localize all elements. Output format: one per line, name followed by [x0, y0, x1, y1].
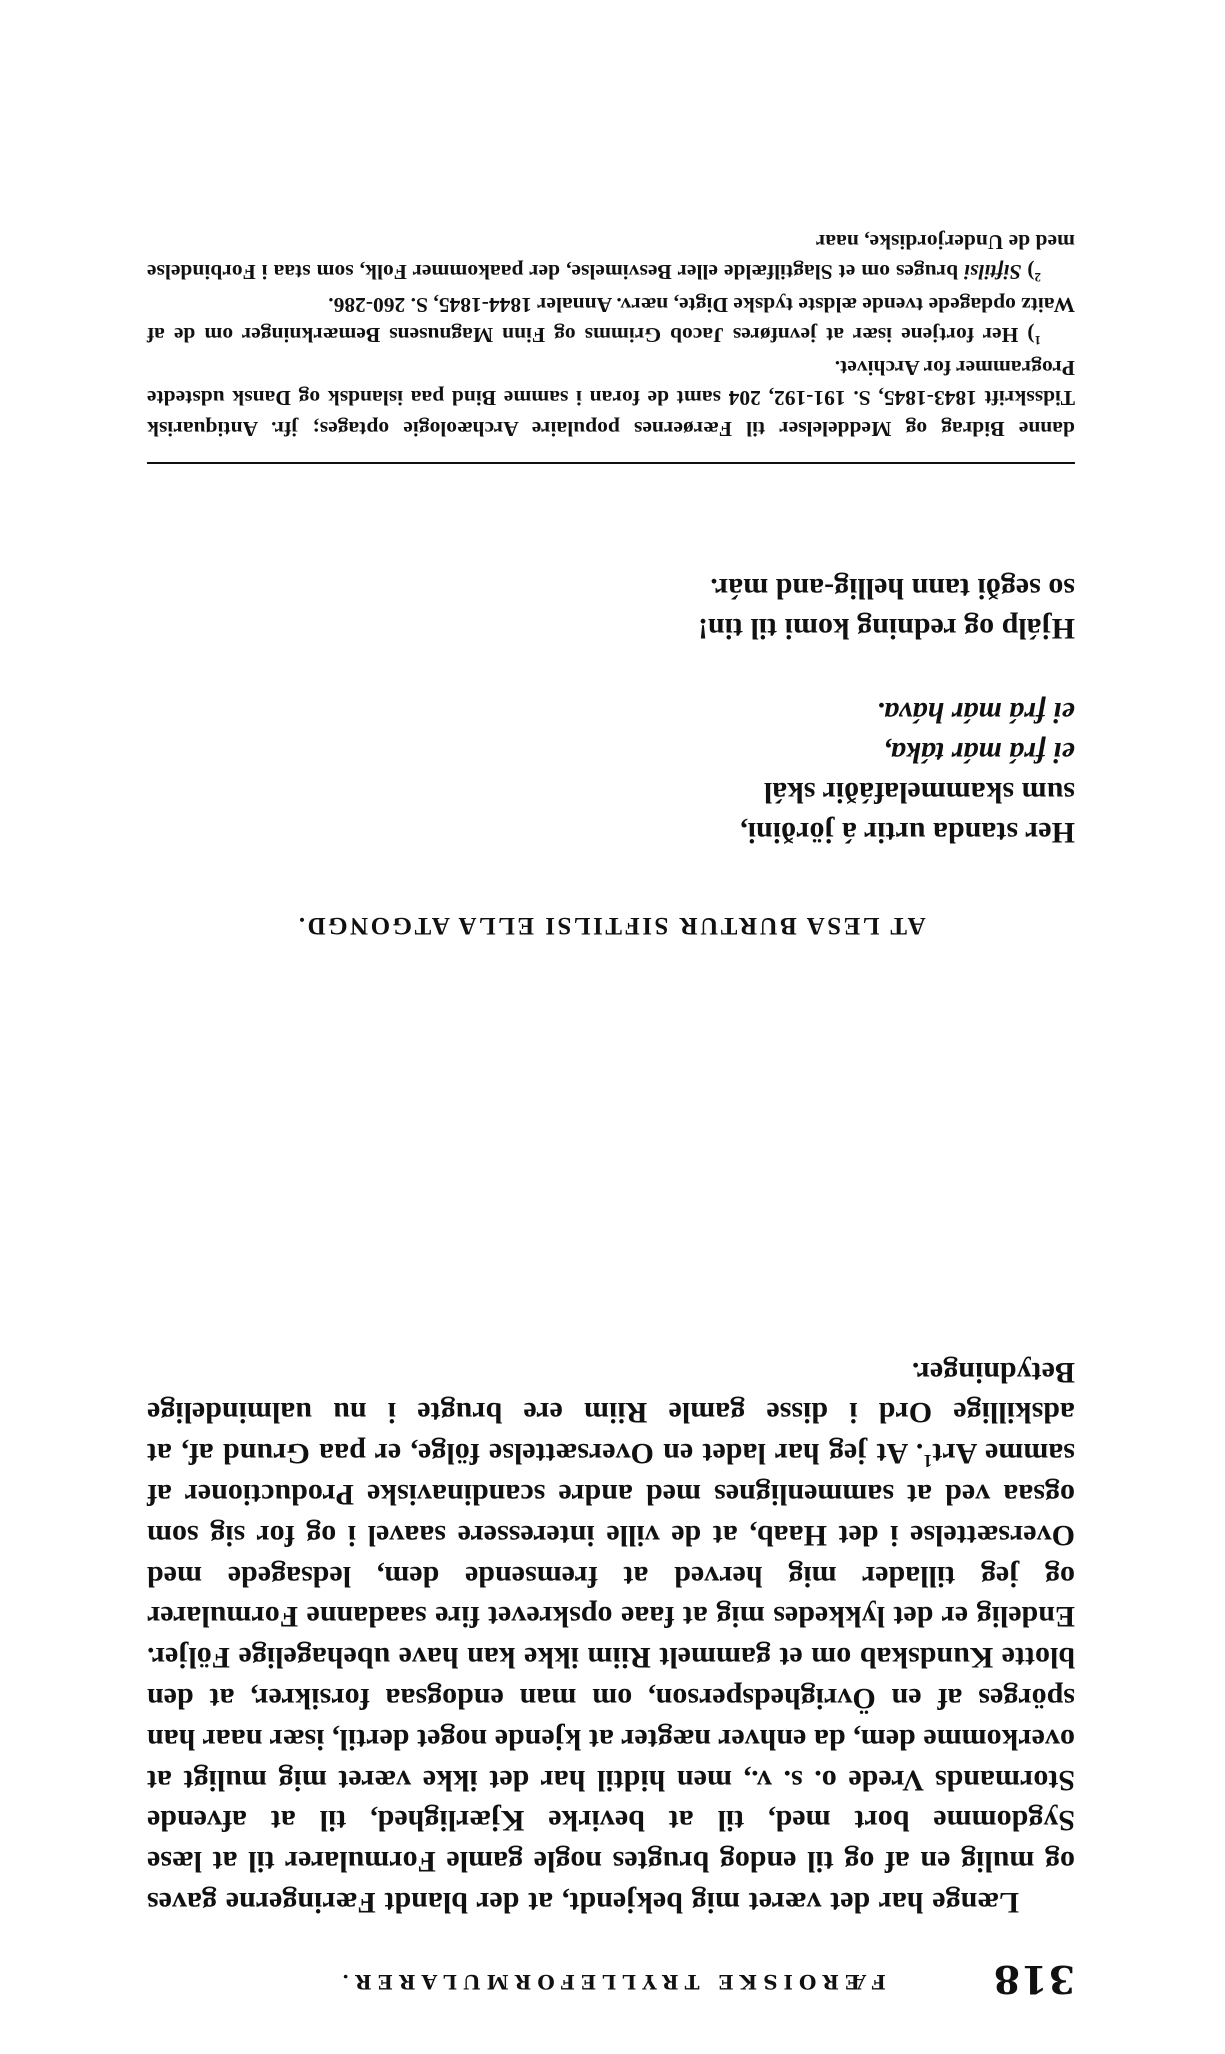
poem-line: so segði tann hellig-and már. [710, 572, 1075, 605]
footnote-ref-1: 1 [923, 1451, 933, 1472]
page-number: 318 [992, 1957, 1075, 2002]
poem-line: sum skammelafáðir skál [763, 776, 1075, 809]
poem-stanza-1 [147, 692, 1075, 852]
poem-stanza-2 [147, 568, 1075, 648]
poem-line: Her standa urtir á jörðini, [740, 816, 1075, 849]
body-paragraph-text: Længe har det været mig bekjendt, at der blandt Færingerne gaves og mulig en af og til endog brugtes nogle gamle Formularer til at læse Sygdomme bort med, til at bevirke Kjærlighed, til at afvende Stormands Vrede o. s. v., men hidtil har det ikke været mig muligt at overkomme dem, da enhver nægter at kjende noget dertil, især naar han spörges af en Övrighedsperson, om man endogsaa forsikrer, at den blotte Kundskab om et gammelt Riim ikke kan have ubehagelige Följer. Endelig er det lykkedes mig at faae opskrevet fire saadanne Formularer og jeg tillader mig herved at fremsende dem, ledsagede med Oversættelse i det Haab, at de ville interessere saavel i og for sig som ogsaa ved at sammenlignes med andre scandinaviske Productioner af samme Art [147, 1437, 1075, 1919]
running-head: FÆROISKE TRYLLEFORMULARER. [336, 1970, 886, 1994]
footnotes [147, 225, 1075, 445]
poem-title: AT LESA BURTUR SIFTILSI ELLA ATGONGD. [296, 912, 926, 939]
footnote-2-term: Siftilsi [964, 260, 1022, 285]
poem-line: Hjálp og redning komi til tin! [698, 612, 1075, 645]
body-paragraph [147, 1351, 1075, 1922]
poem [147, 524, 1075, 852]
footnote-1-mark: 1 [1034, 333, 1041, 348]
footnote-2-text: bruges om et Slagtilfælde eller Besvimelse, der paakommer Folk, som staa i Forbindelse med de Underjordiske, naar [147, 230, 1075, 285]
footnote-continuation: danne Bidrag og Meddelelser til Færøernes populaire Archæologie optages; jfr. Antiquarisk Tidsskrift 1843-1845, S. 191-192, 204 samt de foran i samme Bind paa islandsk og Dansk udstedte Programmer for Archivet. [147, 356, 1075, 441]
footnote-divider [147, 462, 1075, 464]
footnote-1 [147, 290, 1075, 351]
page-header [147, 1958, 1075, 2002]
footnote-1-text: ) Her fortjene især at jevnføres Jacob Grimms og Finn Magnusens Bemærkninger om de af Waitz opdagede tvende ældste tydske Digte, nærv. Annaler 1844-1845, S. 260-286. [147, 293, 1075, 348]
poem-line: ei frá már háva. [876, 696, 1075, 729]
poem-line: ei frá már táka, [883, 736, 1075, 769]
body-paragraph-end: . At jeg har ladet en Oversættelse fölge, er paa Grund af, at adskillige Ord i disse gamle Riim ere brugte i nu ualmindelige Betydninger. [147, 1355, 1075, 1471]
footnote-2-mark: 2 [1034, 270, 1041, 285]
footnote-2: $^2$) Siftilsi bruges om et Slagtilfælde eller Besvimelse, der paakommer Folk, som staa i Forbindelse med de Underjordiske, naar [147, 230, 1075, 285]
